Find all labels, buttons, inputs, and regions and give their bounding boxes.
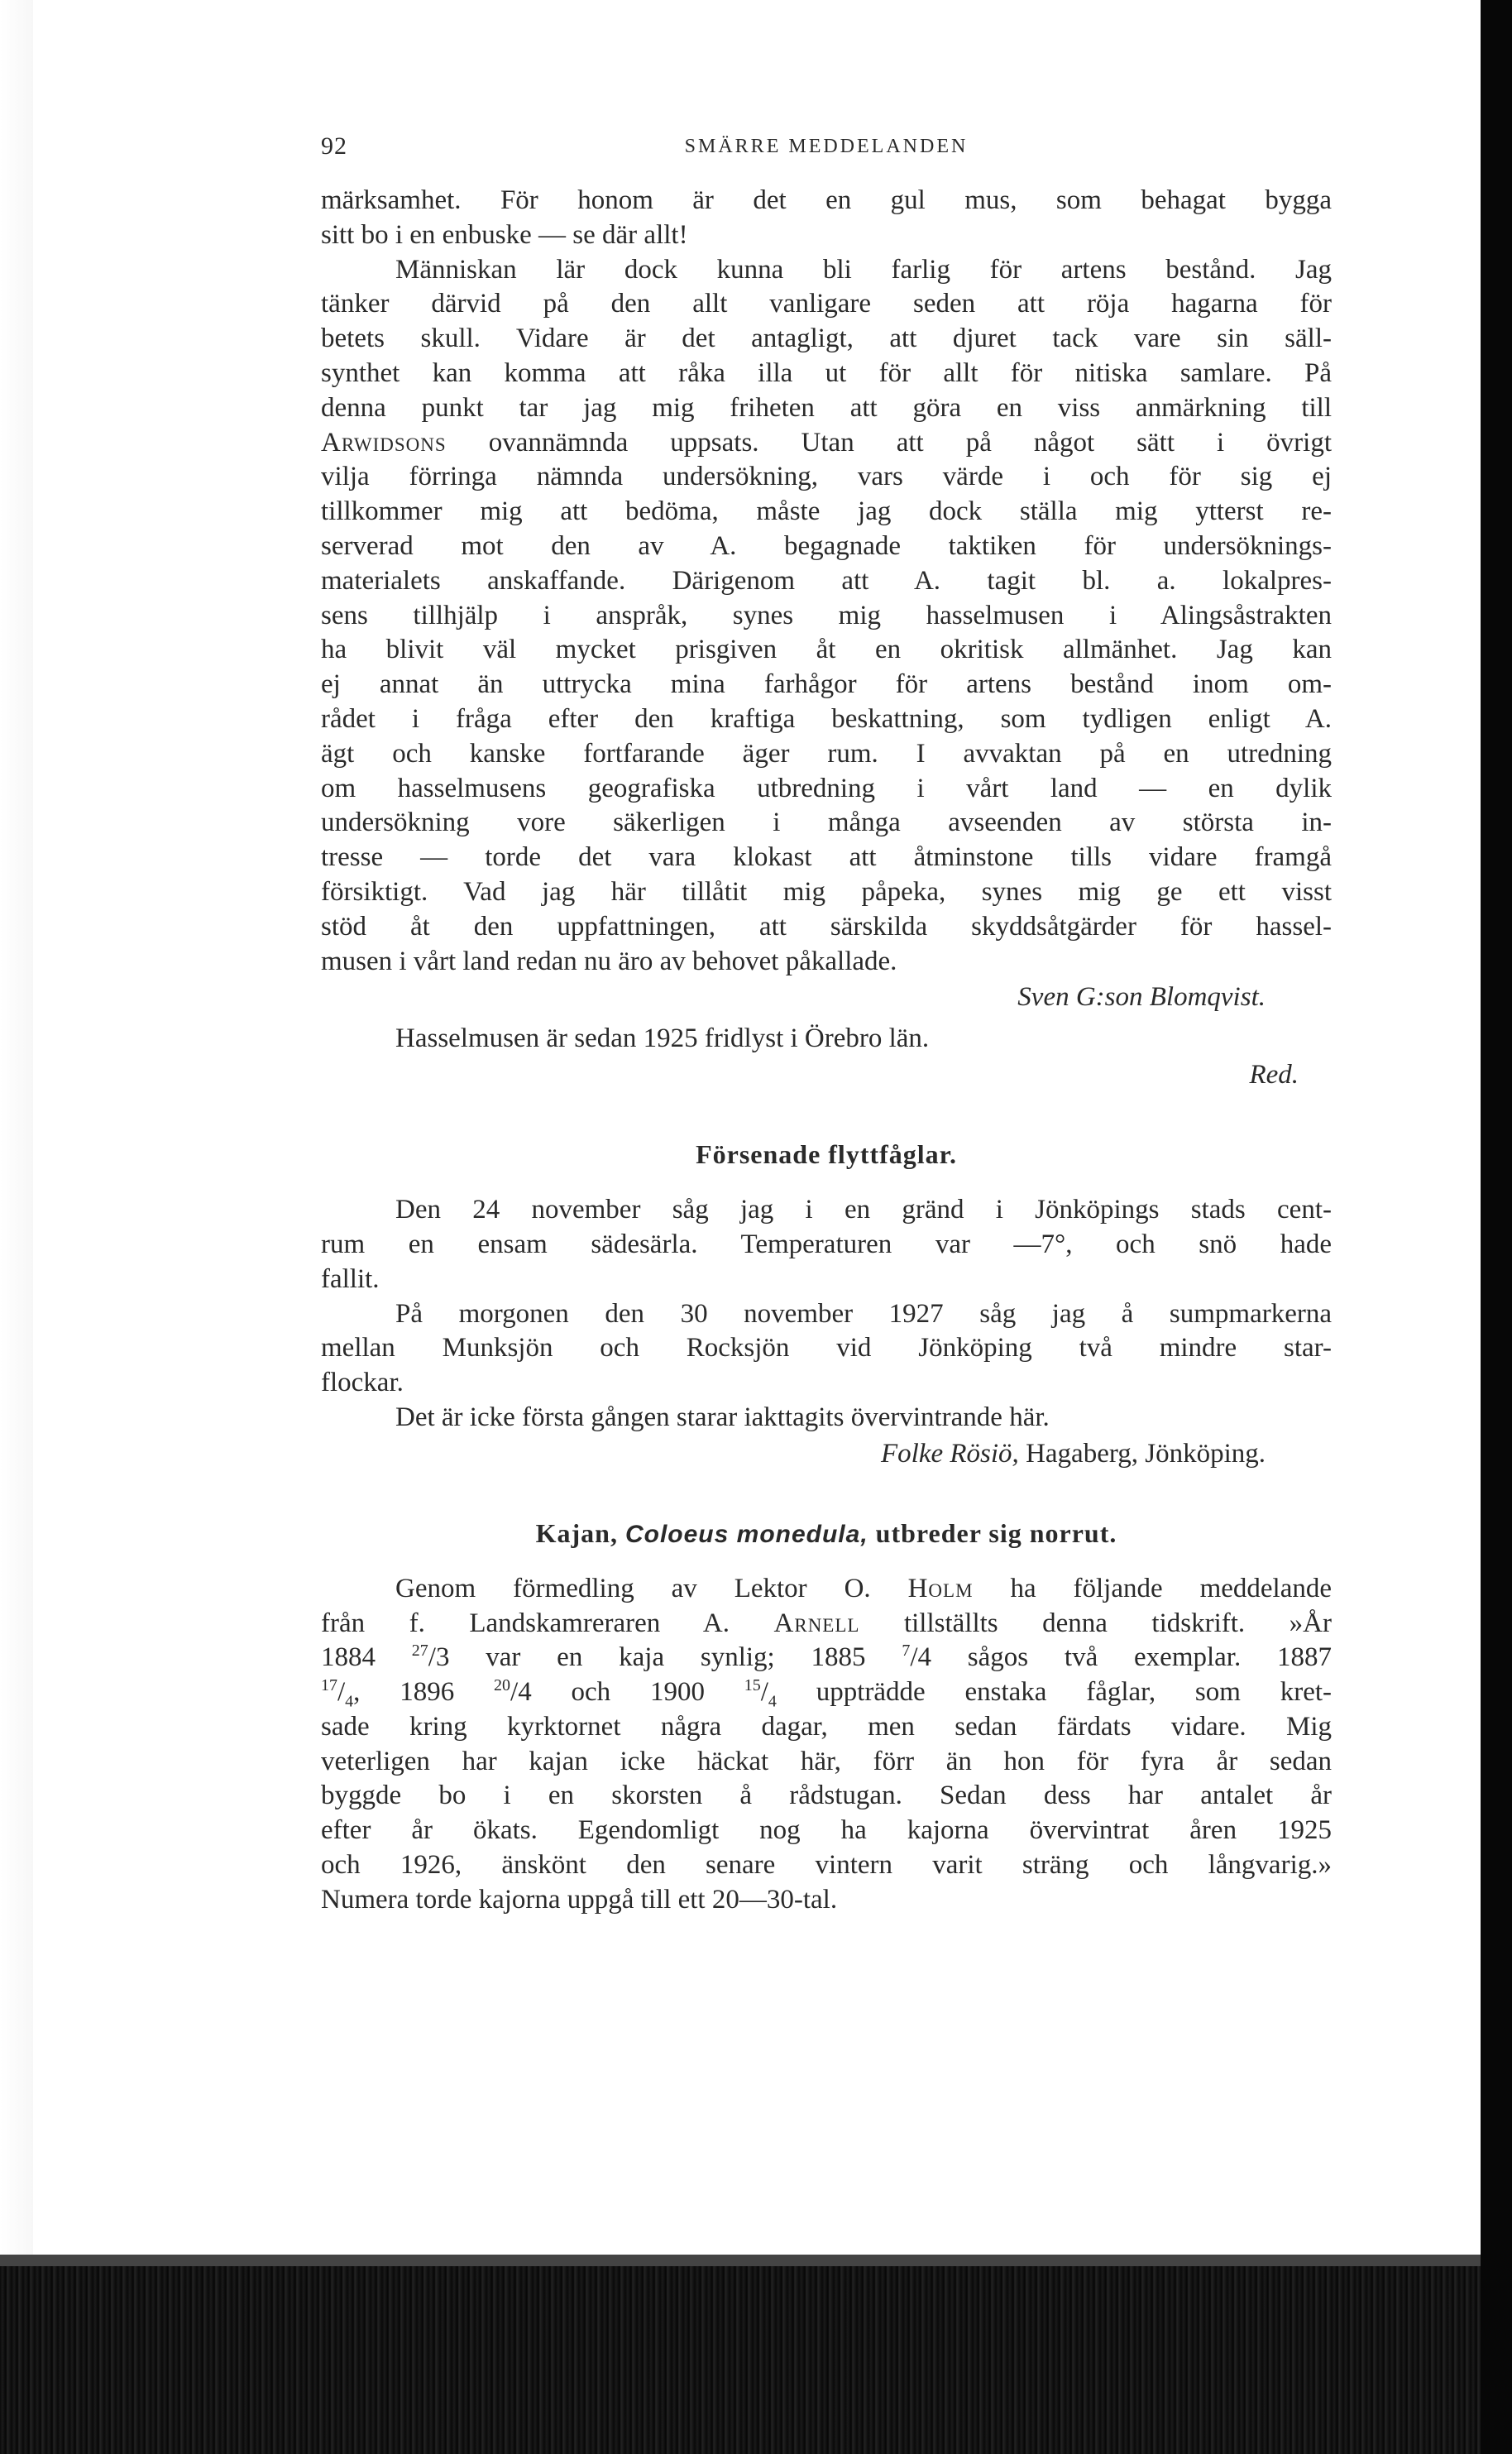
running-head xyxy=(321,132,1332,169)
text-line: materialets anskaffande. Därigenom att A. tagit bl. a. lokalpres- xyxy=(321,565,1332,596)
line-part: från f. Landskamreraren A. xyxy=(321,1608,774,1638)
text-line: tänker därvid på den allt vanligare seden att röja hagarna för xyxy=(321,289,1332,319)
text-line: sitt bo i en enbuske — se där allt! xyxy=(321,219,688,250)
text-line: sade kring kyrktornet några dagar, men sedan färdats vidare. Mig xyxy=(321,1711,1332,1742)
line-part: 1884 $^{27}$/3 var en kaja synlig; 1885 $^7$/4 sågos två exemplar. 1887 xyxy=(321,1642,1333,1673)
text-line: försiktigt. Vad jag här tillåtit mig påpeka, synes mig ge ett visst xyxy=(321,876,1332,907)
line-rest: ovannämnda uppsats. Utan att på något sätt i övrigt xyxy=(446,427,1332,458)
text-line xyxy=(321,1675,1332,1710)
article-flyttfaglar xyxy=(321,1139,1332,1472)
text-line: om hasselmusens geografiska utbredning i vårt land — en dylik xyxy=(321,773,1332,803)
text-line: vilja förringa nämnda undersökning, vars värde i och för sig ej xyxy=(321,462,1332,492)
text-line: stöd åt den uppfattningen, att särskilda skyddsåtgärder för hassel- xyxy=(321,911,1332,942)
line-part: tillställts denna tidskrift. »År xyxy=(859,1608,1332,1638)
text-line: byggde bo i en skorsten å rådstugan. Sedan dess har antalet år xyxy=(321,1781,1332,1811)
text-line: Numera torde kajorna uppgå till ett 20—30-tal. xyxy=(321,1884,838,1915)
text-line: tillkommer mig att bedöma, måste jag dock ställa mig ytterst re- xyxy=(321,496,1332,527)
person-name: Holm xyxy=(907,1573,974,1603)
text-line xyxy=(321,1572,1332,1607)
line-part: ha följande meddelande xyxy=(973,1573,1332,1603)
text-line: serverad mot den av A. begagnade taktiken för undersöknings- xyxy=(321,530,1332,561)
text-line: betets skull. Vidare är det antagligt, att djuret tack vare sin säll- xyxy=(321,324,1332,354)
heading-part: Kajan, xyxy=(535,1517,618,1548)
text-line: flockar. xyxy=(321,1368,404,1398)
article-heading: Försenade flyttfåglar. xyxy=(696,1139,957,1170)
line-part: Genom förmedling av Lektor O. xyxy=(395,1573,908,1603)
text-line: tresse — torde det vara klokast att åtminstone tills vidare framgå xyxy=(321,842,1332,873)
text-line: ägt och kanske fortfarande äger rum. I avvaktan på en utredning xyxy=(321,738,1332,769)
editor-note: Hasselmusen är sedan 1925 fridlyst i Örebro län. xyxy=(395,1023,930,1054)
text-line: ha blivit väl mycket prisgiven åt en okritisk allmänhet. Jag kan xyxy=(321,635,1332,665)
author-name: Arwidsons xyxy=(321,427,447,458)
text-line: undersökning vore säkerligen i många avseenden av största in- xyxy=(321,808,1332,838)
text-line: musen i vårt land redan nu äro av behovet påkallade. xyxy=(321,946,897,976)
signature: Sven G:son Blomqvist. xyxy=(1017,982,1266,1013)
text-line: Människan lär dock kunna bli farlig för artens bestånd. Jag xyxy=(395,254,1332,285)
text-line xyxy=(321,1607,1332,1642)
signature xyxy=(321,1435,1332,1472)
text-line: sens tillhjälp i anspråk, synes mig hasselmusen i Alingsåstrakten xyxy=(321,600,1332,630)
text-line: synthet kan komma att råka illa ut för allt för nitiska samlare. På xyxy=(321,357,1332,388)
signature-place: Hagaberg, Jönköping. xyxy=(1026,1438,1266,1469)
text-line: rådet i fråga efter den kraftiga beskattning, som tydligen enligt A. xyxy=(321,703,1332,734)
running-title: SMÄRRE MEDDELANDEN xyxy=(684,136,969,157)
person-name: Arnell xyxy=(773,1608,860,1638)
text-line: veterligen har kajan icke häckat här, förr än hon för fyra år sedan xyxy=(321,1746,1332,1776)
text-line: På morgonen den 30 november 1927 såg jag å sumpmarkerna xyxy=(395,1298,1332,1329)
text-line: Den 24 november såg jag i en gränd i Jönköpings stads cent- xyxy=(395,1195,1332,1225)
heading-latin-name: Coloeus monedula, xyxy=(624,1520,868,1548)
signature-name: Folke Rösiö, xyxy=(881,1438,1019,1469)
scan-border xyxy=(1481,0,1512,2454)
article-hasselmus xyxy=(321,184,1332,1093)
text-line xyxy=(321,426,1332,461)
text-line: Det är icke första gången starar iakttagits övervintrande här. xyxy=(395,1402,1050,1432)
text-line: mellan Munksjön och Rocksjön vid Jönköping två mindre star- xyxy=(321,1333,1332,1364)
text-line: efter år ökats. Egendomligt nog ha kajorna övervintrat åren 1925 xyxy=(321,1815,1332,1846)
text-line: fallit. xyxy=(321,1263,380,1294)
text-line: och 1926, änskönt den senare vintern varit sträng och långvarig.» xyxy=(321,1850,1332,1881)
line-part: $^{17}/_4$, 1896 $^{20}$/4 och 1900 $^{15}/_4$ uppträdde enstaka fåglar, som kret- xyxy=(321,1676,1332,1711)
text-line: rum en ensam sädesärla. Temperaturen var —7°, och snö hade xyxy=(321,1229,1332,1259)
text-line: denna punkt tar jag mig friheten att göra en viss anmärkning till xyxy=(321,392,1332,423)
text-line: ej annat än uttrycka mina farhågor för artens bestånd inom om- xyxy=(321,669,1332,700)
scan-margin xyxy=(0,0,33,2255)
page-content xyxy=(321,132,1332,1918)
text-line: märksamhet. För honom är det en gul mus, som behagat bygga xyxy=(321,185,1332,215)
article-heading xyxy=(321,1518,1332,1549)
scanner-bed xyxy=(0,2255,1481,2454)
article-kajan xyxy=(321,1518,1332,1918)
text-line xyxy=(321,1641,1332,1675)
heading-part: utbreder sig norrut. xyxy=(875,1517,1117,1548)
editor-signature: Red. xyxy=(1249,1060,1299,1090)
page-number: 92 xyxy=(321,132,347,160)
